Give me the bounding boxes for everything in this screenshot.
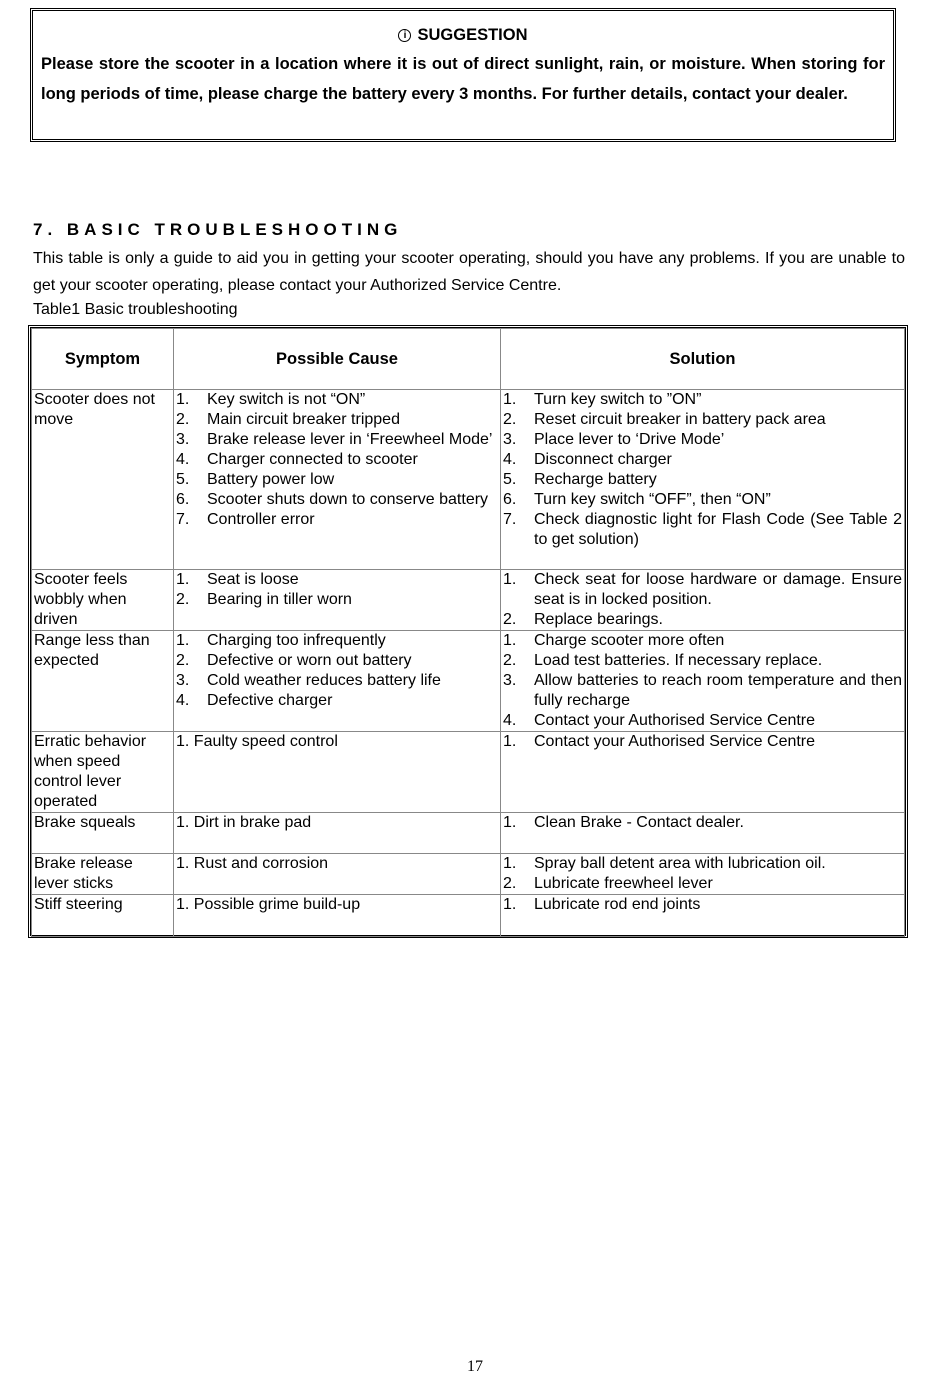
table-row [32, 732, 905, 813]
item-number: 2. [503, 611, 517, 628]
solution-text: Contact your Authorised Service Centre [534, 712, 816, 729]
header-possible-cause: Possible Cause [174, 329, 501, 390]
item-number: 1. [503, 855, 517, 872]
item-number: 5. [176, 471, 190, 488]
cause-text: Brake release lever in ‘Freewheel Mode’ [207, 431, 493, 448]
table-row [32, 570, 905, 631]
solution-text: Load test batteries. If necessary replace. [534, 652, 823, 669]
item-number: 7. [176, 511, 190, 528]
solution-cell [501, 390, 905, 570]
cause-item [176, 570, 498, 590]
solution-text: Spray ball detent area with lubrication oil. [534, 855, 826, 872]
solution-list [503, 390, 902, 550]
cause-cell [174, 813, 501, 854]
cause-item [176, 651, 498, 671]
header-solution: Solution [501, 329, 905, 390]
item-number: 4. [176, 451, 190, 468]
cause-text: 1. Rust and corrosion [176, 855, 329, 872]
solution-item [503, 854, 902, 874]
item-number: 6. [176, 491, 190, 508]
solution-text: Replace bearings. [534, 611, 663, 628]
solution-list [503, 631, 902, 731]
cause-item [176, 470, 498, 490]
page-number: 17 [467, 1358, 483, 1375]
item-number: 1. [176, 632, 190, 649]
cause-text: Cold weather reduces battery life [207, 672, 441, 689]
cause-item [176, 450, 498, 470]
item-number: 2. [503, 411, 517, 428]
cause-cell [174, 895, 501, 937]
info-icon: i [398, 29, 411, 42]
solution-list [503, 813, 902, 833]
solution-cell [501, 854, 905, 895]
section-heading: 7. BASIC TROUBLESHOOTING [33, 220, 403, 239]
item-number: 3. [503, 431, 517, 448]
item-number: 2. [503, 652, 517, 669]
troubleshooting-table-frame [28, 325, 908, 938]
solution-item [503, 711, 902, 731]
item-number: 1. [503, 896, 517, 913]
cause-cell [174, 854, 501, 895]
troubleshooting-table [31, 328, 905, 937]
cause-item [176, 490, 498, 510]
cause-item [176, 691, 498, 711]
table-row [32, 390, 905, 570]
solution-item [503, 610, 902, 630]
solution-cell [501, 732, 905, 813]
symptom-cell: Scooter does not move [32, 390, 174, 570]
solution-item [503, 895, 902, 915]
item-number: 1. [503, 814, 517, 831]
item-number: 1. [503, 733, 517, 750]
item-number: 3. [503, 672, 517, 689]
solution-text: Check seat for loose hardware or damage. Ensure seat is in locked position. [534, 571, 902, 608]
solution-text: Recharge battery [534, 471, 657, 488]
item-number: 5. [503, 471, 517, 488]
cause-item [176, 410, 498, 430]
item-number: 2. [176, 652, 190, 669]
symptom-cell: Scooter feels wobbly when driven [32, 570, 174, 631]
table-row [32, 631, 905, 732]
cause-cell [174, 631, 501, 732]
cause-item [176, 390, 498, 410]
cause-text: Defective or worn out battery [207, 652, 412, 669]
solution-text: Lubricate freewheel lever [534, 875, 713, 892]
intro-paragraph: This table is only a guide to aid you in getting your scooter operating, should you have any problems. If you are unable to get your scooter operating, please contact your Authorized Service Centre. [33, 250, 905, 294]
solution-cell [501, 895, 905, 937]
cause-item [176, 590, 498, 610]
cause-text: 1. Possible grime build-up [176, 896, 361, 913]
solution-item [503, 470, 902, 490]
cause-list [176, 631, 498, 711]
item-number: 1. [503, 632, 517, 649]
symptom-cell: Brake release lever sticks [32, 854, 174, 895]
cause-item [176, 430, 498, 450]
item-number: 4. [176, 692, 190, 709]
cause-cell [174, 732, 501, 813]
item-number: 3. [176, 431, 190, 448]
solution-item [503, 570, 902, 610]
table-row [32, 854, 905, 895]
item-number: 4. [503, 712, 517, 729]
item-number: 3. [176, 672, 190, 689]
cause-list [176, 390, 498, 530]
solution-text: Disconnect charger [534, 451, 672, 468]
table-row [32, 895, 905, 937]
cause-text: Bearing in tiller worn [207, 591, 352, 608]
solution-item [503, 390, 902, 410]
solution-list [503, 895, 902, 915]
solution-cell [501, 813, 905, 854]
item-number: 7. [503, 511, 517, 528]
solution-text: Reset circuit breaker in battery pack area [534, 411, 826, 428]
cause-item [176, 631, 498, 651]
solution-item [503, 410, 902, 430]
cause-cell [174, 570, 501, 631]
table-caption: Table1 Basic troubleshooting [33, 301, 238, 318]
item-number: 2. [176, 411, 190, 428]
symptom-cell: Stiff steering [32, 895, 174, 937]
solution-item [503, 450, 902, 470]
cause-text: Scooter shuts down to conserve battery [207, 491, 489, 508]
solution-list [503, 732, 902, 752]
item-number: 1. [176, 391, 190, 408]
symptom-cell: Range less than expected [32, 631, 174, 732]
solution-cell [501, 570, 905, 631]
table-body [32, 390, 905, 937]
cause-text: Seat is loose [207, 571, 299, 588]
solution-item [503, 813, 902, 833]
solution-item [503, 510, 902, 550]
solution-item [503, 671, 902, 711]
header-symptom: Symptom [32, 329, 174, 390]
table-row [32, 813, 905, 854]
item-number: 2. [503, 875, 517, 892]
cause-text: Charger connected to scooter [207, 451, 418, 468]
solution-text: Turn key switch to ”ON” [534, 391, 702, 408]
cause-item [176, 671, 498, 691]
symptom-cell: Erratic behavior when speed control lever operated [32, 732, 174, 813]
symptom-cell: Brake squeals [32, 813, 174, 854]
solution-item [503, 732, 902, 752]
cause-cell [174, 390, 501, 570]
cause-text: Key switch is not “ON” [207, 391, 366, 408]
cause-text: Main circuit breaker tripped [207, 411, 400, 428]
suggestion-title: SUGGESTION [417, 26, 528, 44]
cause-item [176, 510, 498, 530]
cause-text: Battery power low [207, 471, 335, 488]
table-header-row [32, 329, 905, 390]
solution-text: Clean Brake - Contact dealer. [534, 814, 744, 831]
solution-item [503, 430, 902, 450]
suggestion-box [30, 8, 896, 142]
item-number: 6. [503, 491, 517, 508]
suggestion-heading [41, 26, 885, 45]
cause-text: 1. Dirt in brake pad [176, 814, 312, 831]
solution-text: Contact your Authorised Service Centre [534, 733, 816, 750]
solution-text: Check diagnostic light for Flash Code (See Table 2 to get solution) [534, 511, 902, 548]
solution-item [503, 490, 902, 510]
solution-list [503, 854, 902, 894]
cause-list [176, 570, 498, 610]
cause-text: Defective charger [207, 692, 333, 709]
suggestion-text: Please store the scooter in a location where it is out of direct sunlight, rain, or moisture. When storing for long periods of time, please charge the battery every 3 months. For further details, contact your dealer. [41, 55, 885, 103]
item-number: 1. [503, 571, 517, 588]
solution-text: Lubricate rod end joints [534, 896, 701, 913]
solution-item [503, 874, 902, 894]
cause-text: Charging too infrequently [207, 632, 386, 649]
item-number: 4. [503, 451, 517, 468]
solution-item [503, 651, 902, 671]
solution-text: Place lever to ‘Drive Mode’ [534, 431, 725, 448]
solution-text: Allow batteries to reach room temperature and then fully recharge [534, 672, 902, 709]
solution-list [503, 570, 902, 630]
solution-text: Turn key switch “OFF”, then “ON” [534, 491, 771, 508]
solution-item [503, 631, 902, 651]
cause-text: Controller error [207, 511, 315, 528]
solution-text: Charge scooter more often [534, 632, 725, 649]
cause-text: 1. Faulty speed control [176, 733, 338, 750]
item-number: 2. [176, 591, 190, 608]
item-number: 1. [176, 571, 190, 588]
solution-cell [501, 631, 905, 732]
item-number: 1. [503, 391, 517, 408]
